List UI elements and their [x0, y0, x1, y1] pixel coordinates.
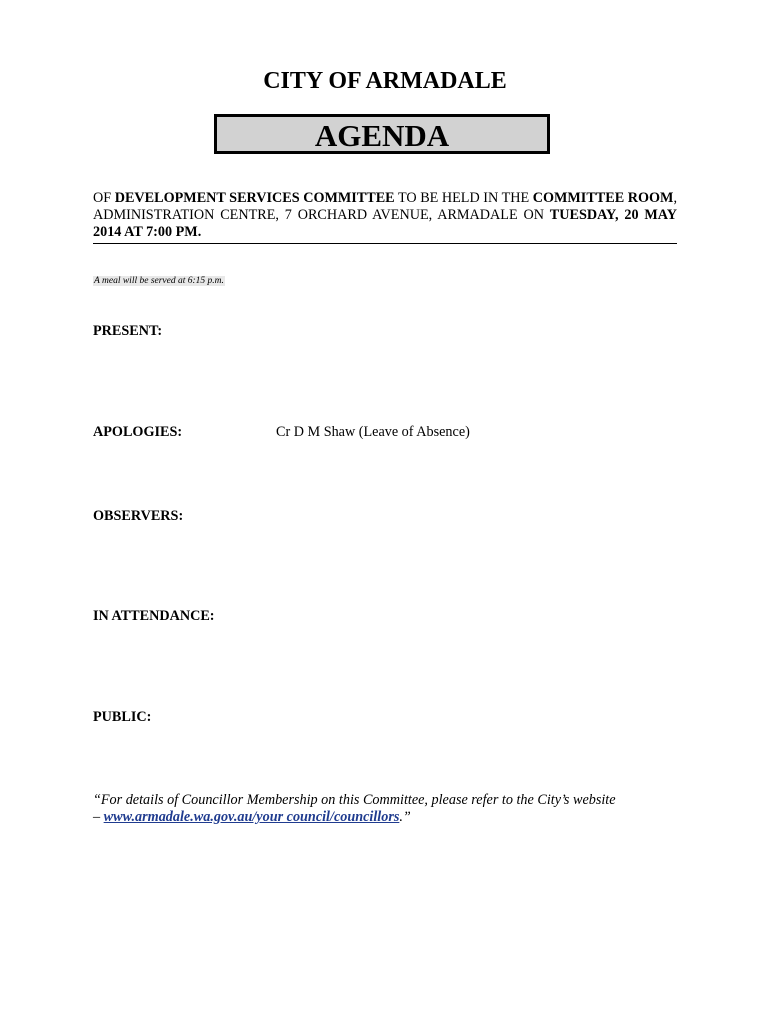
- intro-text-1: OF: [93, 190, 115, 206]
- meal-note: A meal will be served at 6:15 p.m.: [94, 276, 224, 286]
- meeting-intro: [93, 190, 677, 244]
- public-label: PUBLIC:: [93, 709, 152, 725]
- apologies-value: Cr D M Shaw (Leave of Absence): [276, 424, 470, 440]
- apologies-label: APOLOGIES:: [93, 424, 183, 440]
- intro-text-3: , ADMINISTRATION CENTRE, 7 ORCHARD AVENUE, ARMADALE ON: [93, 190, 677, 223]
- footer-end: .”: [399, 809, 411, 825]
- present-label: PRESENT:: [93, 323, 163, 339]
- in-attendance-label: IN ATTENDANCE:: [93, 608, 215, 624]
- footer-dash: –: [93, 809, 104, 825]
- agenda-title: AGENDA: [314, 118, 450, 153]
- committee-name: DEVELOPMENT SERVICES COMMITTEE: [114, 190, 395, 206]
- intro-text-2: TO BE HELD IN THE: [394, 190, 533, 206]
- room-name: COMMITTEE ROOM: [532, 190, 674, 206]
- councillor-membership-note: [93, 792, 693, 826]
- meeting-date: TUESDAY, 20 MAY 2014 AT 7:00 PM.: [93, 207, 677, 240]
- city-title: CITY OF ARMADALE: [263, 68, 507, 94]
- footer-line-2: [93, 809, 693, 826]
- agenda-banner: [214, 114, 550, 154]
- councillors-link[interactable]: www.armadale.wa.gov.au/your council/councillors: [103, 809, 400, 825]
- footer-line-1: “For details of Councillor Membership on this Committee, please refer to the City’s website: [93, 792, 616, 808]
- observers-label: OBSERVERS:: [93, 508, 184, 524]
